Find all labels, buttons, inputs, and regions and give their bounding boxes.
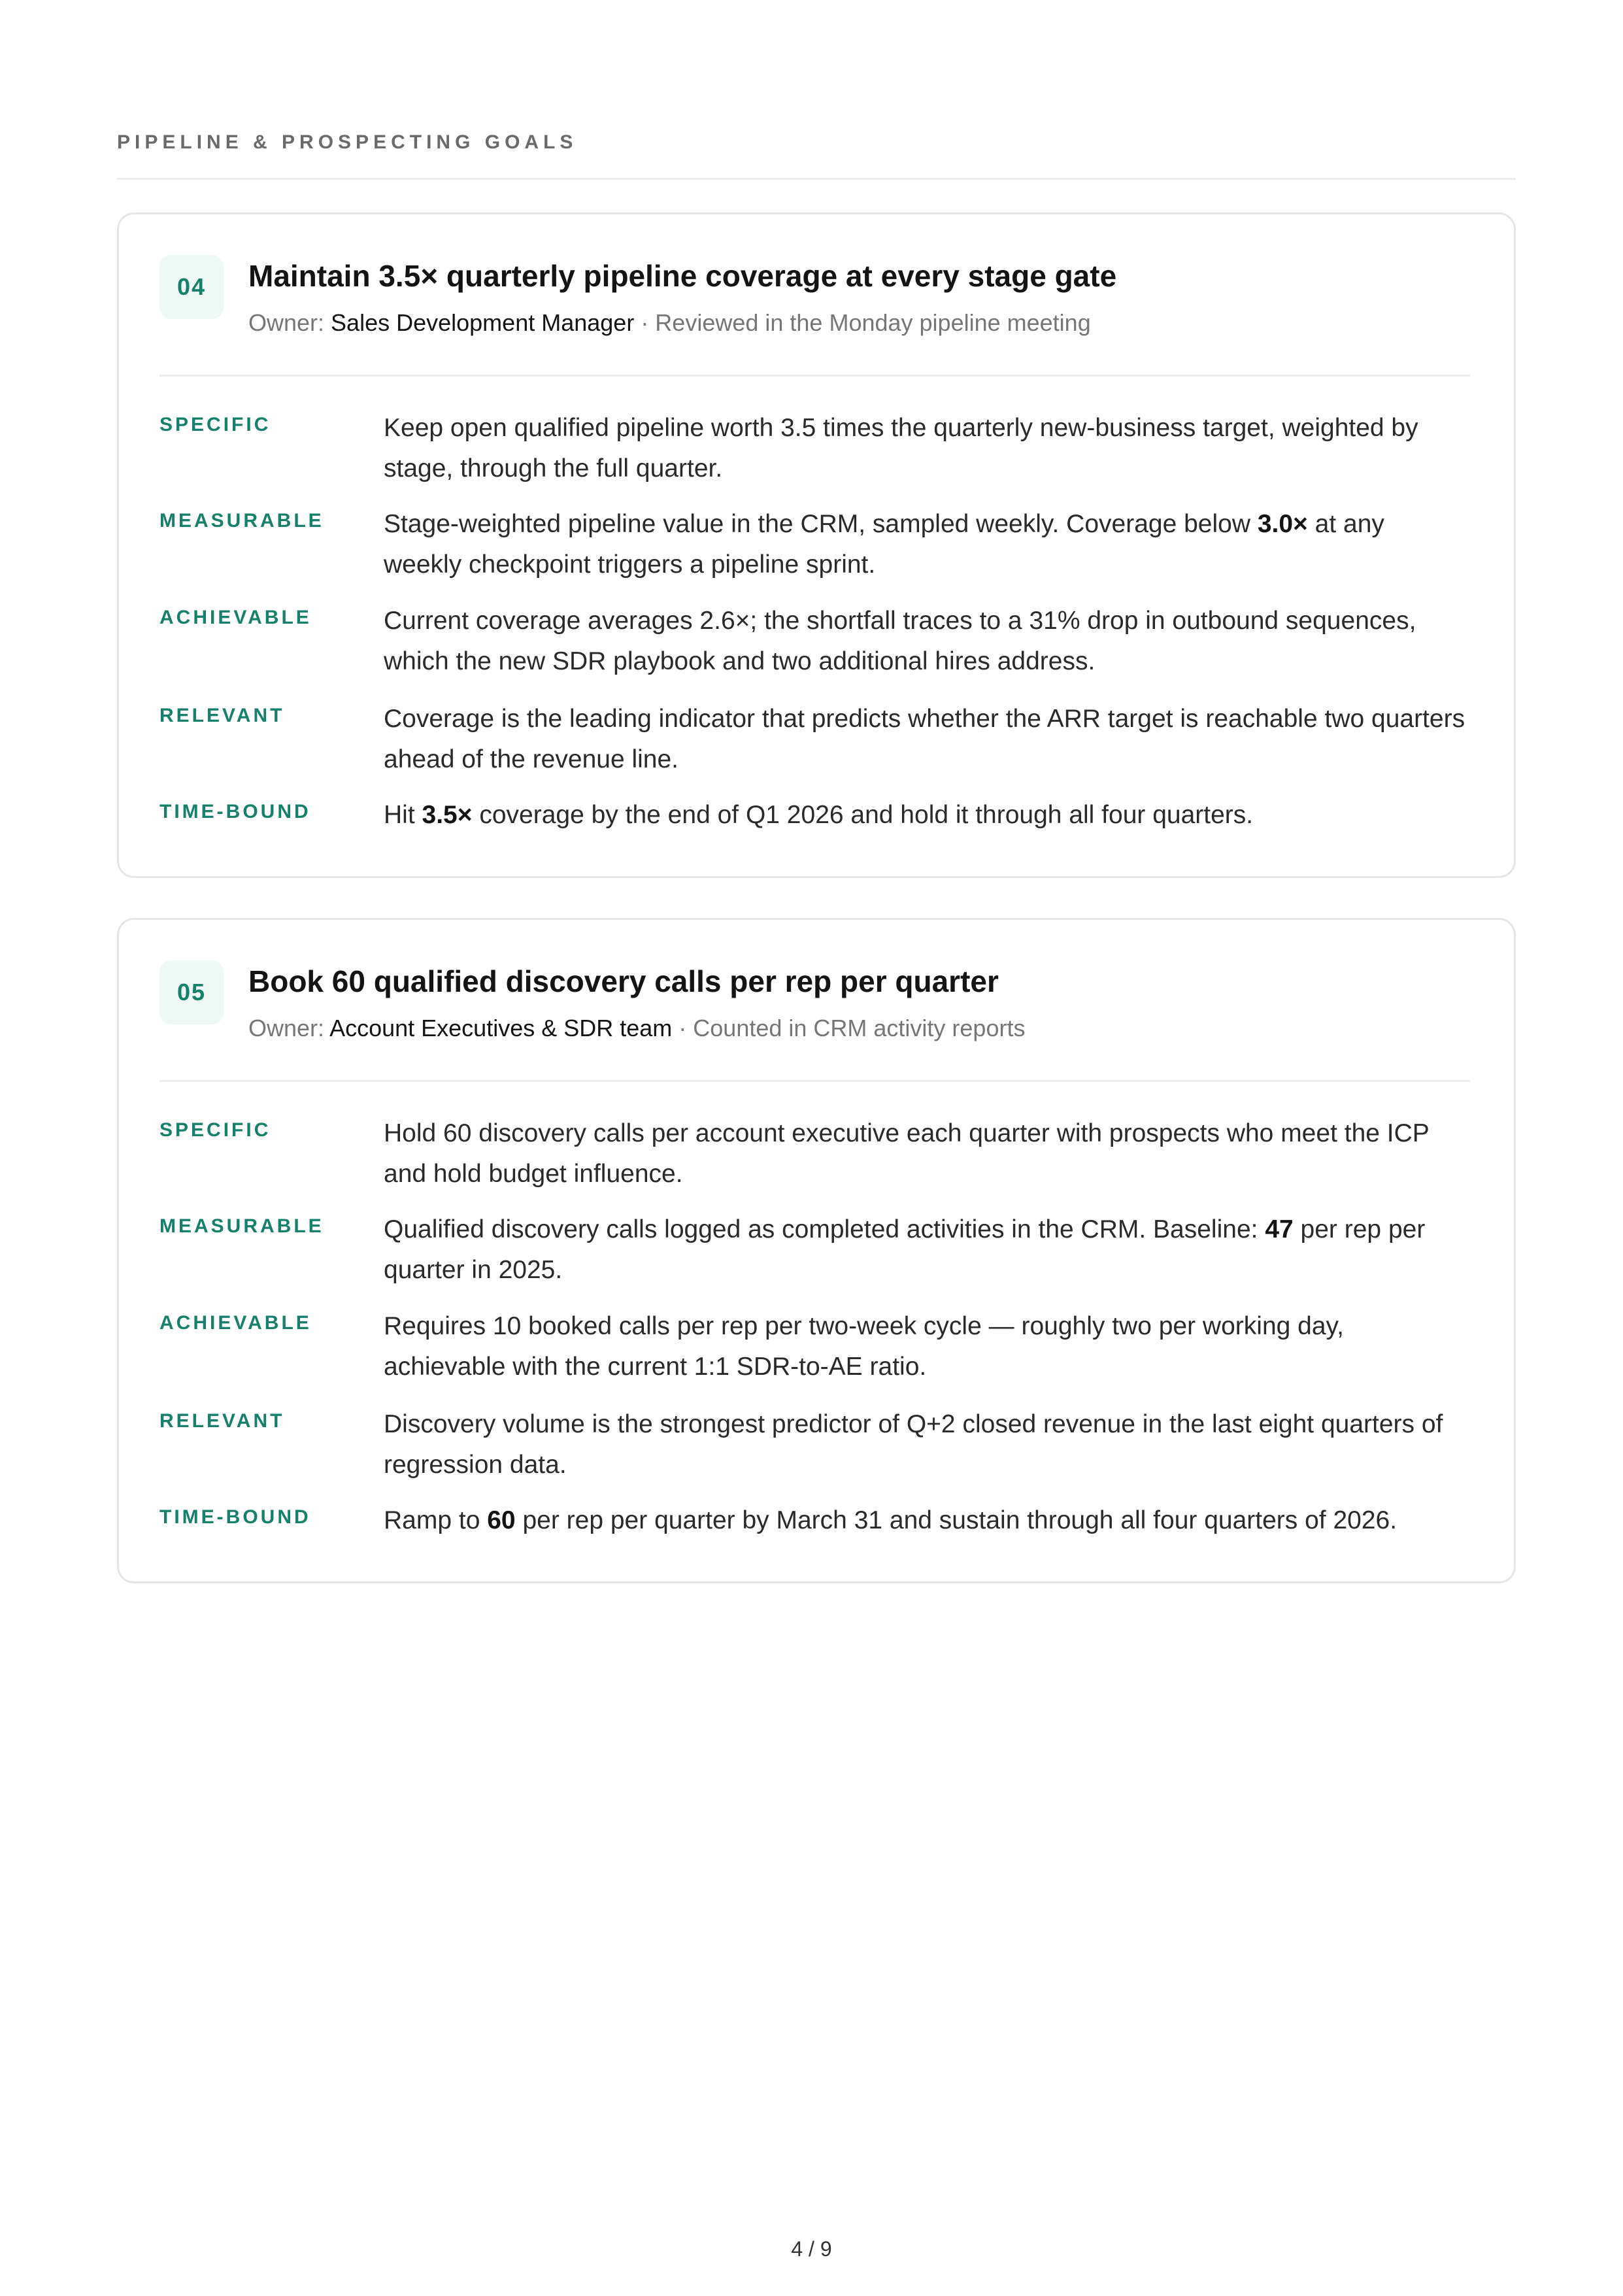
- criterion-text-after: per rep per quarter by March 31 and sustain through all four quarters of 2026.: [515, 1506, 1397, 1534]
- criterion-text: [384, 1209, 1469, 1291]
- criterion-label: RELEVANT: [159, 1410, 285, 1432]
- section-title: PIPELINE & PROSPECTING GOALS: [117, 131, 578, 153]
- criterion-text-before: Ramp to: [384, 1506, 488, 1534]
- criterion-text: [384, 504, 1469, 585]
- criterion-text-before: Hit: [384, 801, 422, 829]
- criterion-text: [384, 1500, 1469, 1541]
- criterion-text-before: Qualified discovery calls logged as completed activities in the CRM. Baseline:: [384, 1215, 1265, 1243]
- criterion-label: TIME-BOUND: [159, 1506, 311, 1528]
- owner-name: Account Executives & SDR team: [329, 1015, 673, 1041]
- owner-label: Owner:: [248, 309, 331, 336]
- criterion-text-after: coverage by the end of Q1 2026 and hold it through all four quarters.: [472, 801, 1254, 829]
- criterion-text-after: at any weekly checkpoint triggers a pipeline sprint.: [384, 510, 1384, 579]
- goal-number-badge: 04: [159, 255, 224, 319]
- criterion-label: SPECIFIC: [159, 1119, 271, 1141]
- review-note: · Counted in CRM activity reports: [672, 1015, 1026, 1041]
- criterion-label: MEASURABLE: [159, 510, 324, 532]
- card-divider: [159, 375, 1470, 377]
- criterion-emphasis: 60: [487, 1506, 516, 1534]
- criterion-text: Coverage is the leading indicator that predicts whether the ARR target is reachable two quarters ahead of the revenue line.: [384, 705, 1465, 773]
- page-number: 4 / 9: [791, 2237, 832, 2261]
- card-divider: [159, 1080, 1470, 1082]
- owner-line: [248, 1012, 1025, 1045]
- goal-card: [117, 212, 1516, 878]
- criterion-emphasis: 3.5×: [422, 801, 473, 829]
- criterion-text: [384, 795, 1469, 836]
- goal-title: Maintain 3.5× quarterly pipeline coverage at every stage gate: [248, 259, 1117, 293]
- criterion-text: Requires 10 booked calls per rep per two-week cycle — roughly two per working day, achievable with the current 1:1 SDR-to-AE ratio.: [384, 1312, 1344, 1381]
- criterion-label: TIME-BOUND: [159, 801, 311, 822]
- section-header: [117, 129, 1516, 180]
- criterion-text-after: per rep per quarter in 2025.: [384, 1215, 1426, 1284]
- criterion-emphasis: 3.0×: [1257, 510, 1308, 538]
- criterion-text: Discovery volume is the strongest predictor of Q+2 closed revenue in the last eight quarters of regression data.: [384, 1410, 1443, 1479]
- criterion-label: MEASURABLE: [159, 1215, 324, 1237]
- criterion-text: Keep open qualified pipeline worth 3.5 times the quarterly new-business target, weighted by stage, through the full quarter.: [384, 414, 1418, 482]
- criterion-text-before: Stage-weighted pipeline value in the CRM, sampled weekly. Coverage below: [384, 510, 1258, 538]
- owner-name: Sales Development Manager: [331, 309, 635, 336]
- criterion-label: RELEVANT: [159, 705, 285, 726]
- owner-line: [248, 307, 1091, 339]
- criterion-text: Current coverage averages 2.6×; the shortfall traces to a 31% drop in outbound sequences, which the new SDR playbook and two additional hires address.: [384, 607, 1416, 675]
- criterion-emphasis: 47: [1265, 1215, 1294, 1243]
- goal-card: [117, 918, 1516, 1583]
- criterion-label: ACHIEVABLE: [159, 1312, 312, 1334]
- criterion-text: Hold 60 discovery calls per account executive each quarter with prospects who meet the ICP and hold budget influence.: [384, 1119, 1430, 1188]
- review-note: · Reviewed in the Monday pipeline meeting: [634, 309, 1091, 336]
- goal-number-badge: 05: [159, 960, 224, 1024]
- owner-label: Owner:: [248, 1015, 330, 1041]
- criterion-label: ACHIEVABLE: [159, 607, 312, 628]
- goal-title: Book 60 qualified discovery calls per rep per quarter: [248, 964, 999, 998]
- criterion-label: SPECIFIC: [159, 414, 271, 435]
